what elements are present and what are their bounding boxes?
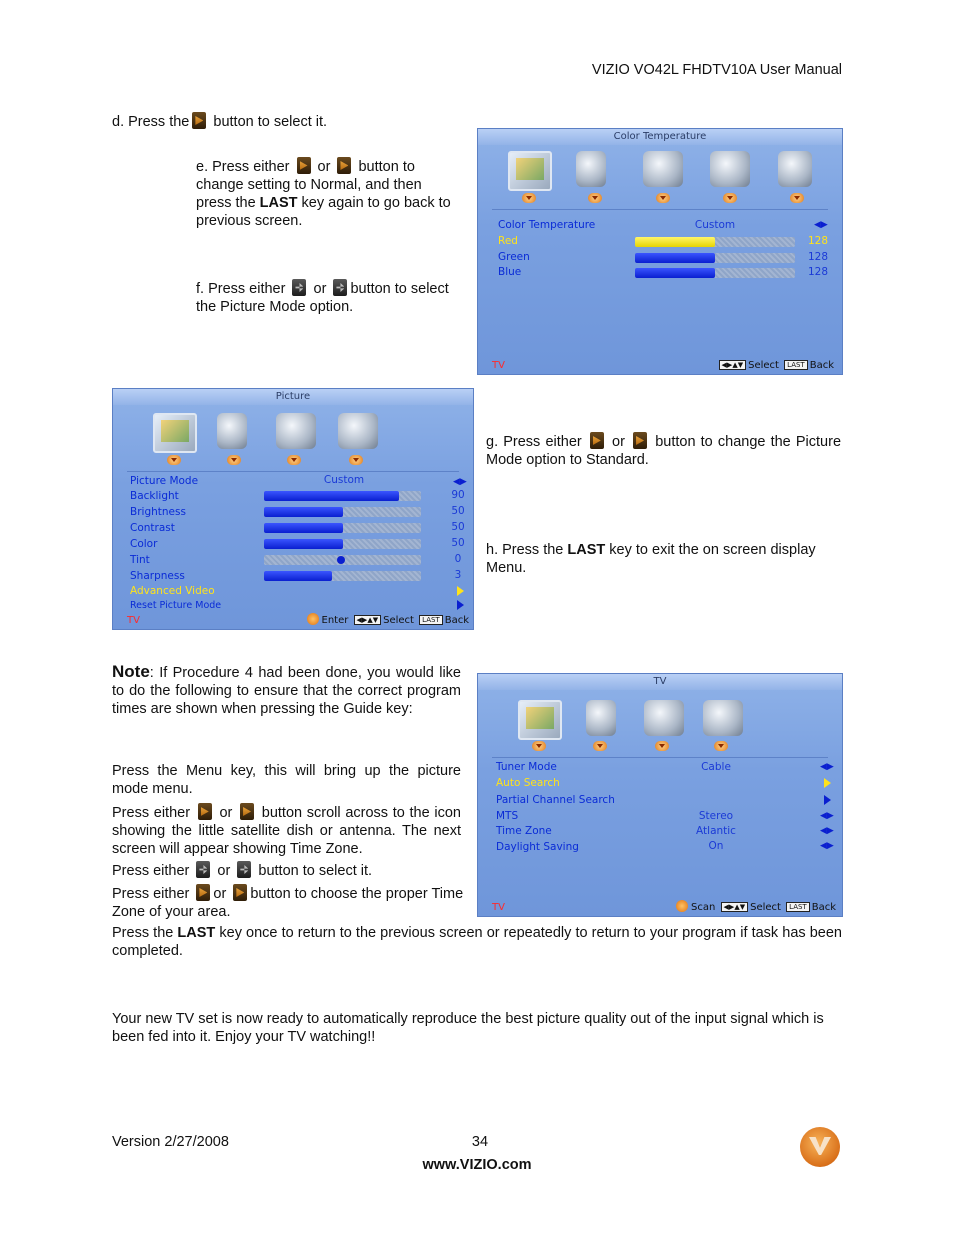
menu-row-label[interactable]: Tuner Mode	[496, 761, 557, 773]
menu-row-value: Atlantic	[696, 825, 736, 837]
slider-value: 90	[451, 489, 465, 501]
sharpness-slider[interactable]	[264, 571, 421, 581]
channel-up-button-icon	[333, 279, 347, 296]
green-slider-fill	[635, 253, 715, 263]
submenu-arrow-icon	[824, 795, 831, 805]
v-scan-icon	[676, 900, 688, 912]
menu-row-value: Custom	[694, 219, 736, 231]
contrast-slider[interactable]	[264, 523, 421, 533]
note-step-5	[112, 924, 842, 960]
menu-tab-arrow-icon	[714, 741, 728, 751]
menu-row-value: Cable	[701, 761, 731, 773]
menu-row-value: 128	[807, 235, 829, 247]
satellite-dish-icon	[643, 151, 683, 187]
slider-value: 50	[451, 505, 465, 517]
color-slider[interactable]	[264, 539, 421, 549]
note-step-1: Press the Menu key, this will bring up the picture mode menu.	[112, 763, 461, 797]
slider-value: 50	[451, 537, 465, 549]
step-h-text-2: key to exit the on screen display Menu.	[486, 542, 816, 576]
left-right-arrow-icon: ◀▶	[820, 826, 834, 836]
parental-lock-icon	[778, 151, 812, 187]
picture-mode-label[interactable]: Picture Mode	[130, 475, 199, 487]
slider-label[interactable]: Color	[130, 538, 158, 550]
slider-value: 50	[451, 521, 465, 533]
step-f	[196, 279, 458, 316]
osd-footer	[113, 613, 473, 629]
slider-fill	[264, 539, 343, 549]
menu-row-value: Stereo	[698, 810, 734, 822]
satellite-dish-icon	[644, 700, 684, 736]
audio-microphone-icon	[576, 151, 606, 187]
step-d-text-end: button to select it.	[209, 114, 328, 130]
manual-header-title: VIZIO VO42L FHDTV10A User Manual	[591, 62, 842, 78]
step-e-text-3: key again to go back to previous screen.	[196, 195, 451, 229]
nav-arrows-icon: ◀▶▲▼	[721, 902, 749, 912]
slider-fill	[264, 507, 343, 517]
select-label: Select	[748, 360, 779, 371]
menu-tab-arrow-icon	[522, 193, 536, 203]
menu-tab-arrow-icon	[723, 193, 737, 203]
left-arrow-button-icon	[196, 884, 210, 901]
left-right-arrow-icon: ◀▶	[814, 220, 828, 230]
menu-tab-arrow-icon	[656, 193, 670, 203]
nav-arrows-icon: ◀▶▲▼	[719, 360, 747, 370]
footer-page-number: 34	[471, 1134, 489, 1150]
menu-tab-arrow-icon	[227, 455, 241, 465]
right-arrow-button-icon	[233, 884, 247, 901]
picture-tv-icon	[508, 151, 552, 191]
divider	[492, 757, 828, 758]
step-e-text: e. Press either	[196, 159, 294, 175]
menu-row-value: 128	[807, 266, 829, 278]
wrench-setup-icon	[710, 151, 750, 187]
submenu-arrow-icon	[824, 778, 831, 788]
step-g-or: or	[606, 434, 631, 450]
note-step-5-text-2: key once to return to the previous screen or repeatedly to return to your program if task has been completed.	[112, 925, 843, 959]
last-key-icon: LAST	[786, 902, 810, 912]
right-arrow-button-icon	[240, 803, 254, 820]
step-h-text: h. Press the	[486, 542, 568, 558]
backlight-slider[interactable]	[264, 491, 421, 501]
note-step-3	[112, 861, 461, 880]
select-label: Select	[750, 902, 781, 913]
slider-label[interactable]: Brightness	[130, 506, 186, 518]
note-label: Note	[112, 662, 150, 681]
step-f-text-2: button to select the Picture Mode option.	[196, 281, 449, 315]
menu-tab-arrow-icon	[532, 741, 546, 751]
slider-fill	[264, 523, 343, 533]
tint-slider[interactable]	[264, 555, 421, 565]
note-step-2-text-2: button scroll across to the icon showing the little satellite dish or antenna. The next screen will appear showing Time Zone.	[112, 805, 461, 857]
right-arrow-button-icon	[633, 432, 647, 449]
menu-row-label[interactable]: Green	[498, 251, 530, 263]
note-step-2-or: or	[214, 805, 238, 821]
note-text: : If Procedure 4 had been done, you would like to do the following to ensure that the correct program times are shown when pressing the Guide key:	[112, 665, 461, 717]
enter-label: Enter	[321, 615, 349, 626]
note-step-4-text-2: button to choose the proper Time Zone of your area.	[112, 886, 464, 920]
note-step-4-or: or	[213, 886, 231, 902]
step-e	[196, 157, 458, 230]
channel-down-button-icon	[292, 279, 306, 296]
last-key-icon: LAST	[784, 360, 808, 370]
menu-row-label[interactable]: Color Temperature	[498, 219, 596, 231]
slider-value: 0	[454, 553, 462, 565]
slider-fill	[264, 491, 399, 501]
left-right-arrow-icon: ◀▶	[453, 477, 467, 487]
osd-footer	[478, 358, 842, 374]
divider	[492, 209, 828, 210]
osd-title: TV	[478, 674, 842, 690]
slider-label[interactable]: Contrast	[130, 522, 175, 534]
left-right-arrow-icon: ◀▶	[820, 762, 834, 772]
osd-picture-menu	[112, 388, 474, 630]
red-slider[interactable]	[635, 237, 795, 247]
closing-paragraph: Your new TV set is now ready to automatically reproduce the best picture quality out of the input signal which is been fed into it. Enjoy your TV watching!!	[112, 1011, 824, 1045]
step-g-text: g. Press either	[486, 434, 587, 450]
menu-row-label[interactable]: Daylight Saving	[496, 841, 579, 853]
back-label: Back	[811, 902, 836, 913]
note-step-3-or: or	[213, 863, 235, 879]
input-tv-label: TV	[492, 902, 505, 913]
audio-microphone-icon	[586, 700, 616, 736]
note-step-5-text: Press the	[112, 925, 178, 941]
menu-tab-arrow-icon	[790, 193, 804, 203]
step-d	[112, 112, 472, 131]
last-key-label: LAST	[259, 195, 298, 211]
step-g	[486, 432, 841, 469]
menu-row-label[interactable]: Red	[498, 235, 518, 247]
menu-tab-arrow-icon	[593, 741, 607, 751]
vizio-logo-icon	[800, 1127, 840, 1167]
slider-value: 3	[454, 569, 462, 581]
input-tv-label: TV	[127, 615, 140, 626]
right-arrow-button-icon	[337, 157, 351, 174]
left-right-arrow-icon: ◀▶	[820, 811, 834, 821]
nav-arrows-icon: ◀▶▲▼	[354, 615, 382, 625]
auto-search-item[interactable]: Auto Search	[496, 777, 560, 789]
menu-tab-arrow-icon	[287, 455, 301, 465]
input-tv-label: TV	[492, 360, 505, 371]
note-step-4-text: Press either	[112, 886, 194, 902]
menu-row-value: On	[708, 840, 724, 852]
slider-label[interactable]: Backlight	[130, 490, 179, 502]
note-step-2-text: Press either	[112, 805, 195, 821]
select-label: Select	[383, 615, 414, 626]
red-slider-fill	[635, 237, 715, 247]
v-enter-icon	[307, 613, 319, 625]
back-label: Back	[809, 360, 834, 371]
left-arrow-button-icon	[590, 432, 604, 449]
satellite-dish-icon	[276, 413, 316, 449]
menu-tab-arrow-icon	[167, 455, 181, 465]
wrench-setup-icon	[338, 413, 378, 449]
slider-label[interactable]: Tint	[130, 554, 150, 566]
picture-tv-icon	[153, 413, 197, 453]
slider-fill	[264, 571, 332, 581]
menu-row-label[interactable]: Blue	[498, 266, 522, 278]
right-arrow-button-icon	[192, 112, 206, 129]
blue-slider[interactable]	[635, 268, 795, 278]
submenu-arrow-icon	[457, 600, 464, 610]
osd-title: Picture	[113, 389, 473, 405]
footer-nav	[307, 613, 469, 629]
channel-down-button-icon	[196, 861, 210, 878]
menu-row-label[interactable]: MTS	[496, 810, 519, 822]
menu-tab-arrow-icon	[588, 193, 602, 203]
note-step-2	[112, 803, 461, 858]
step-e-or: or	[313, 159, 335, 175]
blue-slider-fill	[635, 268, 715, 278]
note-step-4	[112, 884, 464, 921]
menu-row-value: 128	[807, 251, 829, 263]
divider	[127, 471, 459, 472]
audio-microphone-icon	[217, 413, 247, 449]
step-h	[486, 541, 846, 577]
step-d-text: d. Press the	[112, 114, 190, 130]
picture-mode-value: Custom	[323, 474, 365, 486]
brightness-slider[interactable]	[264, 507, 421, 517]
note-step-3-text: Press either	[112, 863, 194, 879]
osd-footer	[478, 900, 842, 916]
step-f-text: f. Press either	[196, 281, 290, 297]
menu-row-label[interactable]: Time Zone	[496, 825, 552, 837]
note-step-3-text-2: button to select it.	[254, 863, 373, 879]
footer-nav	[717, 358, 834, 374]
submenu-arrow-icon	[457, 586, 464, 596]
left-arrow-button-icon	[297, 157, 311, 174]
back-label: Back	[444, 615, 469, 626]
osd-title: Color Temperature	[478, 129, 842, 145]
osd-tv-menu	[477, 673, 843, 917]
footer-url-link[interactable]: www.VIZIO.com	[422, 1157, 532, 1173]
channel-up-button-icon	[237, 861, 251, 878]
menu-tab-arrow-icon	[349, 455, 363, 465]
osd-color-temperature	[477, 128, 843, 375]
last-key-icon: LAST	[419, 615, 443, 625]
wrench-setup-icon	[703, 700, 743, 736]
step-e-text-2: button to change setting to Normal, and then press the	[196, 159, 422, 211]
last-key-label: LAST	[567, 542, 606, 558]
partial-channel-search-item[interactable]: Partial Channel Search	[496, 794, 615, 806]
advanced-video-item[interactable]: Advanced Video	[130, 585, 215, 597]
step-f-or: or	[309, 281, 331, 297]
reset-picture-mode-item[interactable]: Reset Picture Mode	[130, 600, 222, 611]
step-g-text-2: button to change the Picture Mode option to Standard.	[486, 434, 842, 468]
scan-label: Scan	[691, 902, 716, 913]
slider-knob	[337, 556, 345, 564]
last-key-label: LAST	[177, 925, 216, 941]
green-slider[interactable]	[635, 253, 795, 263]
left-right-arrow-icon: ◀▶	[820, 841, 834, 851]
note-paragraph	[112, 663, 461, 718]
slider-label[interactable]: Sharpness	[130, 570, 185, 582]
menu-tab-arrow-icon	[655, 741, 669, 751]
footer-version: Version 2/27/2008	[112, 1134, 229, 1150]
picture-tv-icon	[518, 700, 562, 740]
footer-nav	[676, 900, 836, 916]
left-arrow-button-icon	[198, 803, 212, 820]
